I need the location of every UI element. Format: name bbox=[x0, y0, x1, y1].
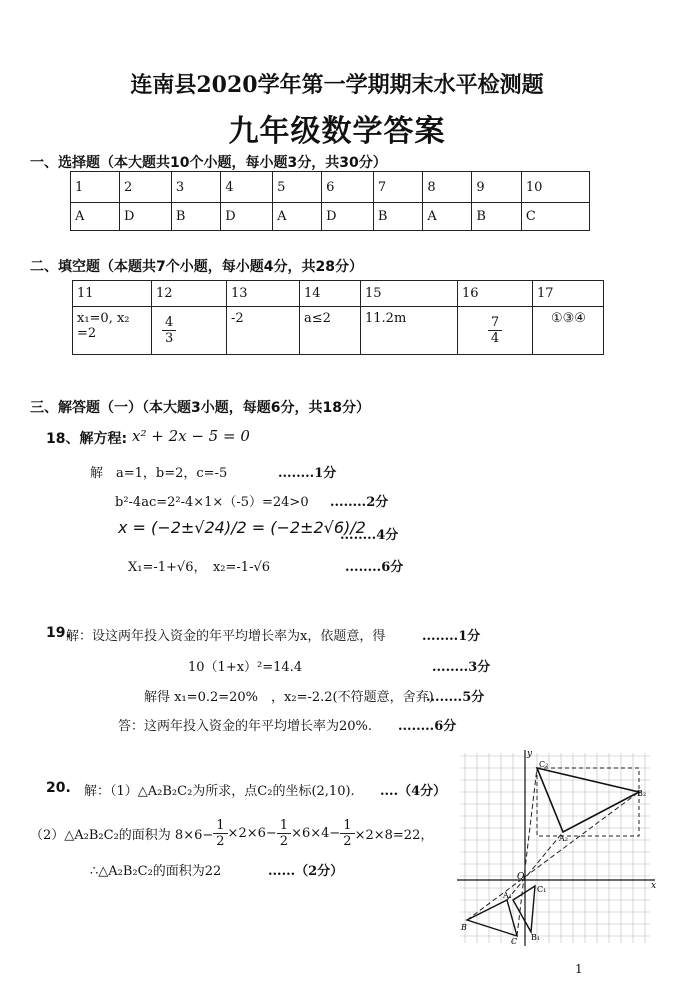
q-answer: D bbox=[120, 203, 172, 231]
q-number: 8 bbox=[423, 172, 472, 203]
area-expr-end: ×2×8=22， bbox=[354, 827, 434, 843]
numerator: 1 bbox=[277, 818, 291, 834]
q20-line3-score: ......（2分） bbox=[268, 864, 344, 879]
q-number: 4 bbox=[221, 172, 273, 203]
a2-label: A₂ bbox=[559, 834, 568, 843]
answer-13: -2 bbox=[227, 307, 300, 355]
denominator: 2 bbox=[279, 833, 289, 849]
answer-15: 11.2m bbox=[361, 307, 458, 355]
q-number: 7 bbox=[373, 172, 422, 203]
q20-line1: 解：（1）△A₂B₂C₂为所求，点C₂的坐标(2,10). bbox=[84, 784, 355, 799]
grid-lines bbox=[460, 753, 650, 943]
q-answer: D bbox=[221, 203, 273, 231]
q18-step3-handwritten: x = (−2±√24)/2 = (−2±2√6)/2 bbox=[118, 518, 366, 537]
a1-label: A₁ bbox=[503, 891, 512, 900]
q18-step2: b²-4ac=2²-4×1×（-5）=24>0 bbox=[115, 495, 309, 510]
answer-16 bbox=[458, 307, 533, 355]
area-expr-mid2: ×6×4− bbox=[291, 825, 341, 841]
answer-17: ①③④ bbox=[533, 307, 604, 355]
q-number: 6 bbox=[322, 172, 374, 203]
q-number: 3 bbox=[171, 172, 220, 203]
q19-line1: 解：设这两年投入资金的年平均增长率为x，依题意，得 bbox=[66, 629, 386, 644]
q-number: 2 bbox=[120, 172, 172, 203]
q-number: 15 bbox=[361, 281, 458, 307]
q20-label: 20. bbox=[46, 780, 71, 796]
q18-step4-score: ........6分 bbox=[345, 560, 404, 575]
q18-step1: 解 a=1，b=2，c=-5 bbox=[90, 466, 228, 481]
numerator: 1 bbox=[213, 818, 227, 834]
q18-label: 18、解方程: bbox=[46, 431, 128, 447]
q20-line2 bbox=[30, 813, 433, 853]
section2-heading: 二、填空题（本题共7个小题，每小题4分，共28分） bbox=[30, 259, 363, 275]
section1-heading: 一、选择题（本大题共10个小题，每小题3分，共30分） bbox=[30, 155, 387, 171]
fraction bbox=[488, 315, 502, 346]
q-answer: D bbox=[322, 203, 374, 231]
coordinate-graph bbox=[455, 748, 661, 948]
q-answer: B bbox=[373, 203, 422, 231]
fraction-half bbox=[340, 818, 354, 849]
q-answer: A bbox=[71, 203, 120, 231]
q-number: 11 bbox=[73, 281, 152, 307]
q-number: 10 bbox=[521, 172, 589, 203]
denominator: 2 bbox=[343, 833, 352, 849]
q20-line1-score: ....（4分） bbox=[380, 784, 447, 799]
denominator: 2 bbox=[216, 833, 225, 849]
q19-line2: 10（1+x）²=14.4 bbox=[188, 660, 303, 675]
c1-label: C₁ bbox=[537, 885, 547, 894]
triangle-abc bbox=[467, 900, 517, 936]
fill-answer-table bbox=[72, 280, 604, 355]
q-number: 9 bbox=[472, 172, 521, 203]
answer-11: x₁=0, x₂ =2 bbox=[73, 307, 152, 355]
fraction-half bbox=[213, 818, 227, 849]
page-title: 连南县2020学年第一学期期末水平检测题 bbox=[130, 72, 544, 98]
q19-line4: 答：这两年投入资金的年平均增长率为20%. bbox=[118, 719, 373, 734]
q19-line3: 解得 x₁=0.2=20% ，x₂=-2.2(不符题意，舍弃) bbox=[144, 690, 434, 705]
q-answer: C bbox=[521, 203, 589, 231]
denominator: 3 bbox=[165, 331, 174, 346]
fraction-half bbox=[277, 818, 291, 849]
q-answer: B bbox=[171, 203, 220, 231]
fill-answer-row bbox=[73, 307, 604, 355]
q-number: 13 bbox=[227, 281, 300, 307]
choice-answer-table bbox=[70, 171, 590, 231]
q18-equation: x² + 2x − 5 = 0 bbox=[132, 427, 250, 445]
triangle-a2b2c2 bbox=[537, 768, 639, 832]
numerator: 7 bbox=[488, 315, 502, 331]
q-number: 1 bbox=[71, 172, 120, 203]
q19-line2-score: ........3分 bbox=[432, 660, 491, 675]
c2-label: C₂ bbox=[539, 760, 549, 769]
q20-line3: ∴△A₂B₂C₂的面积为22 bbox=[90, 864, 222, 879]
choice-number-row bbox=[71, 172, 590, 203]
q19-line4-score: ........6分 bbox=[398, 719, 457, 734]
q-answer: A bbox=[423, 203, 472, 231]
q-number: 16 bbox=[458, 281, 533, 307]
page-subtitle: 九年级数学答案 bbox=[228, 114, 446, 149]
answer-12 bbox=[152, 307, 227, 355]
numerator: 4 bbox=[162, 315, 176, 331]
denominator: 4 bbox=[490, 331, 500, 346]
answer-14: a≤2 bbox=[300, 307, 361, 355]
q-answer: A bbox=[273, 203, 322, 231]
b1-label: B₁ bbox=[531, 933, 541, 942]
q19-line1-score: ........1分 bbox=[422, 629, 481, 644]
page-number: 1 bbox=[575, 962, 583, 976]
bounding-rect bbox=[537, 768, 639, 836]
q19-line3-score: ........5分 bbox=[426, 690, 485, 705]
b-label: B bbox=[461, 923, 467, 932]
projection-line bbox=[467, 792, 639, 920]
y-axis-label: y bbox=[527, 749, 533, 759]
area-expr-start: （2）△A₂B₂C₂的面积为 8×6− bbox=[30, 827, 214, 843]
fraction bbox=[162, 315, 176, 346]
choice-answer-row bbox=[71, 203, 590, 231]
area-expr-mid1: ×2×6− bbox=[227, 825, 277, 841]
origin-label: O bbox=[517, 872, 525, 882]
x-axis-label: x bbox=[651, 881, 657, 891]
q-number: 12 bbox=[152, 281, 227, 307]
fill-number-row bbox=[73, 281, 604, 307]
q18-step4: X₁=-1+√6， x₂=-1-√6 bbox=[128, 560, 271, 575]
q18-step1-score: ........1分 bbox=[278, 466, 337, 481]
q18-step2-score: ........2分 bbox=[330, 495, 389, 510]
c-label: C bbox=[511, 937, 518, 946]
section3-heading: 三、解答题（一）（本大题3小题，每题6分，共18分） bbox=[30, 400, 370, 416]
triangle-a1b1c1 bbox=[513, 886, 535, 932]
q19-label: 19. bbox=[46, 625, 71, 641]
numerator: 1 bbox=[340, 818, 354, 834]
q-answer: B bbox=[472, 203, 521, 231]
q-number: 14 bbox=[300, 281, 361, 307]
q-number: 17 bbox=[533, 281, 604, 307]
q18-step3-score: ........4分 bbox=[340, 528, 399, 543]
q-number: 5 bbox=[273, 172, 322, 203]
b2-label: B₂ bbox=[637, 789, 647, 798]
